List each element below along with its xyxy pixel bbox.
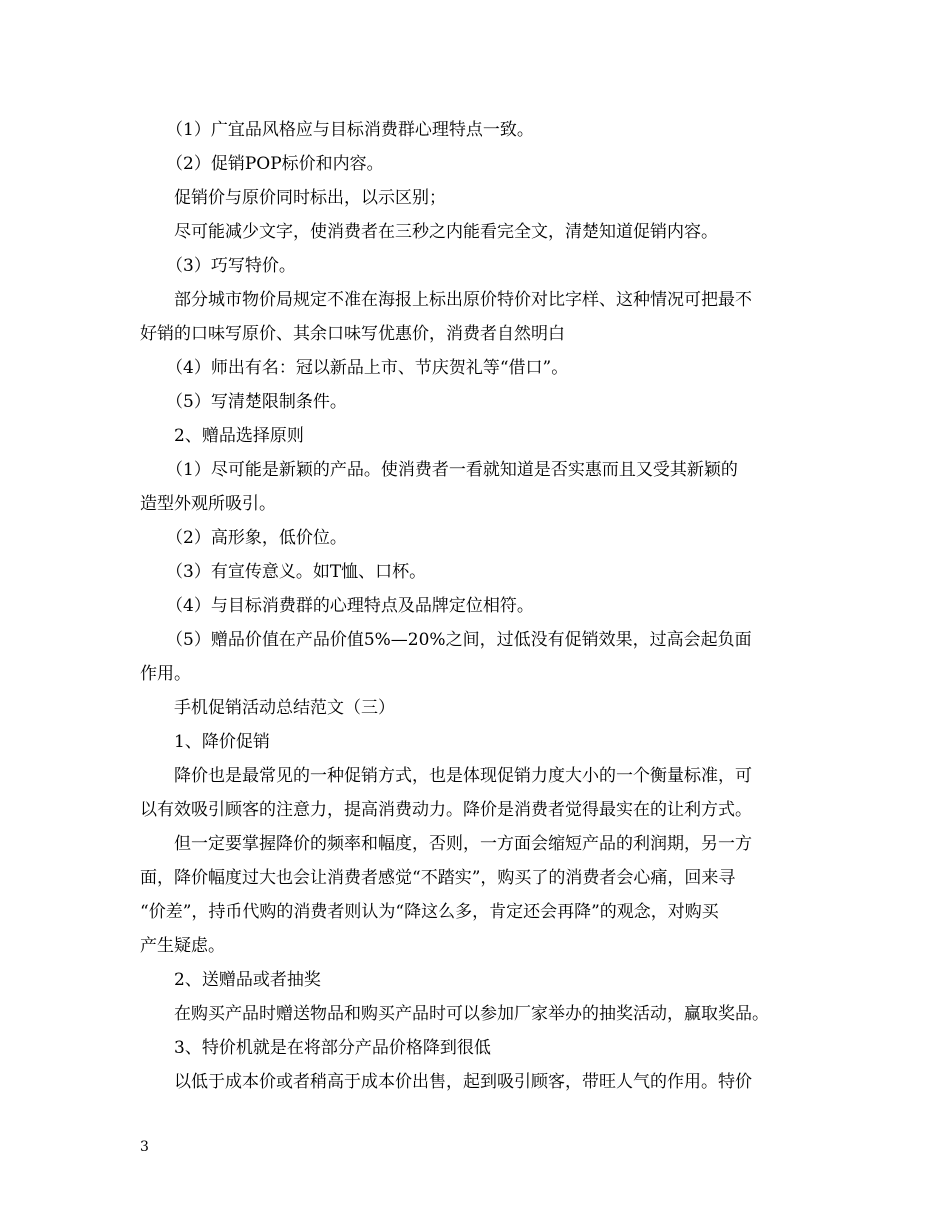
text-line: 以低于成本价或者稍高于成本价出售，起到吸引顾客，带旺人气的作用。特价 <box>174 1072 752 1092</box>
text-line: （4）师出有名：冠以新品上市、节庆贺礼等“借口”。 <box>166 358 569 378</box>
section-title: 手机促销活动总结范文（三） <box>174 698 395 718</box>
text-line: 造型外观所吸引。 <box>140 494 276 514</box>
section-heading: 1、降价促销 <box>174 732 270 752</box>
body-text <box>140 113 810 1099</box>
text-line: 但一定要掌握降价的频率和幅度，否则，一方面会缩短产品的利润期，另一方 <box>174 834 752 854</box>
text-line: 在购买产品时赠送物品和购买产品时可以参加厂家举办的抽奖活动，赢取奖品。 <box>174 1004 769 1024</box>
text-line: （1）尽可能是新颖的产品。使消费者一看就知道是否实惠而且又受其新颖的 <box>166 460 738 480</box>
text-line: 尽可能减少文字，使消费者在三秒之内能看完全文，清楚知道促销内容。 <box>174 222 718 242</box>
page-number: 3 <box>140 1139 149 1155</box>
text-line: 作用。 <box>140 664 191 684</box>
section-heading: 3、特价机就是在将部分产品价格降到很低 <box>174 1038 491 1058</box>
text-line: 面，降价幅度过大也会让消费者感觉“不踏实”，购买了的消费者会心痛，回来寻 <box>140 868 736 888</box>
text-line: （4）与目标消费群的心理特点及品牌定位相符。 <box>166 596 534 616</box>
text-line: （2）促销POP标价和内容。 <box>166 154 384 174</box>
text-line: 部分城市物价局规定不准在海报上标出原价特价对比字样、这种情况可把最不 <box>174 290 752 310</box>
text-line: 以有效吸引顾客的注意力，提高消费动力。降价是消费者觉得最实在的让利方式。 <box>140 800 752 820</box>
text-line: 产生疑虑。 <box>140 936 225 956</box>
section-heading: 2、赠品选择原则 <box>174 426 304 446</box>
text-line: 好销的口味写原价、其余口味写优惠价，消费者自然明白 <box>140 324 565 344</box>
text-line: （3）巧写特价。 <box>166 256 296 276</box>
text-line: 降价也是最常见的一种促销方式，也是体现促销力度大小的一个衡量标准，可 <box>174 766 752 786</box>
text-line: 促销价与原价同时标出，以示区别； <box>174 188 446 208</box>
text-line: （2）高形象，低价位。 <box>166 528 347 548</box>
text-line: “价差”，持币代购的消费者则认为“降这么多，肯定还会再降”的观念，对购买 <box>140 902 719 922</box>
text-line: （3）有宣传意义。如T恤、口杯。 <box>166 562 427 582</box>
section-heading: 2、送赠品或者抽奖 <box>174 970 321 990</box>
text-line: （1）广宜品风格应与目标消费群心理特点一致。 <box>166 120 534 140</box>
text-line: （5）赠品价值在产品价值5%—20%之间，过低没有促销效果，过高会起负面 <box>166 630 752 650</box>
text-line: （5）写清楚限制条件。 <box>166 392 347 412</box>
